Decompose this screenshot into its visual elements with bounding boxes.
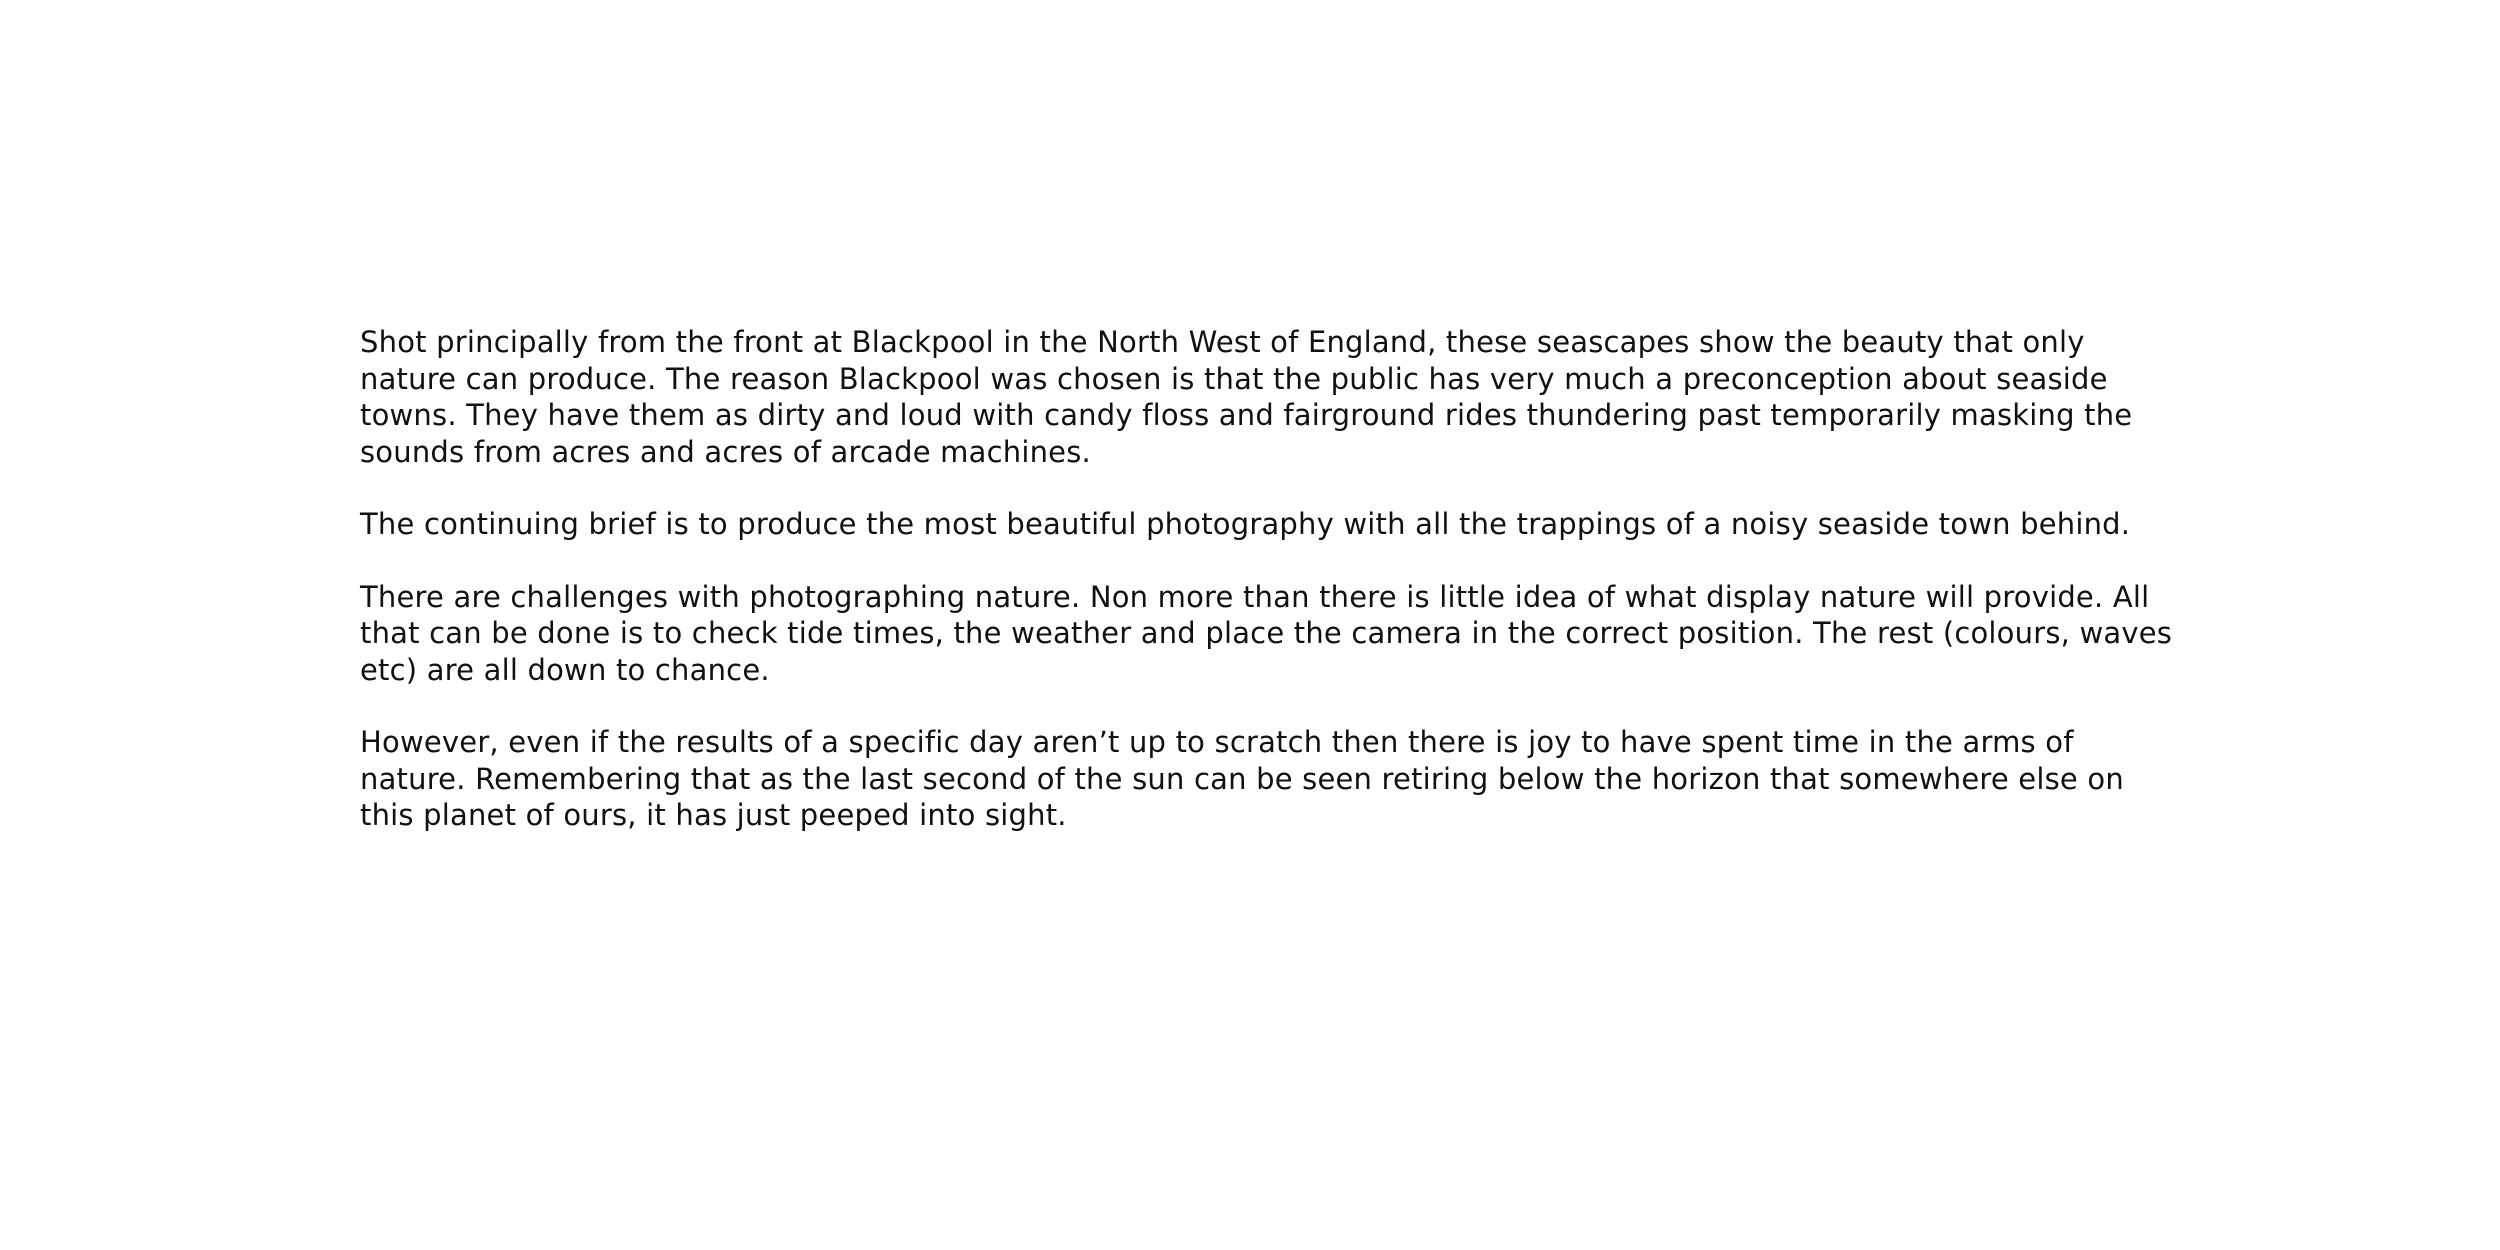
article-paragraph-2: The continuing brief is to produce the most beautiful photography with all the trappings of a noisy seaside town behind.	[360, 507, 2131, 541]
article-paragraph-4: However, even if the results of a specific day aren’t up to scratch then there is joy to have spent time in the arms of nature. Remembering that as the last second of the sun can be seen retiring below the horizon that somewhere else on this planet of ours, it has just peeped into sight.	[360, 725, 2124, 832]
article-text-block	[360, 324, 2180, 834]
article-paragraph-3: There are challenges with photographing nature. Non more than there is little idea of what display nature will provide. All that can be done is to check tide times, the weather and place the camera in the correct position. The rest (colours, waves etc) are all down to chance.	[360, 579, 2173, 687]
article-paragraph-1: Shot principally from the front at Blackpool in the North West of England, these seascapes show the beauty that only nature can produce. The reason Blackpool was chosen is that the public has very much a preconception about seaside towns. They have them as dirty and loud with candy floss and fairground rides thundering past temporarily masking the sounds from acres and acres of arcade machines.	[360, 325, 2133, 469]
